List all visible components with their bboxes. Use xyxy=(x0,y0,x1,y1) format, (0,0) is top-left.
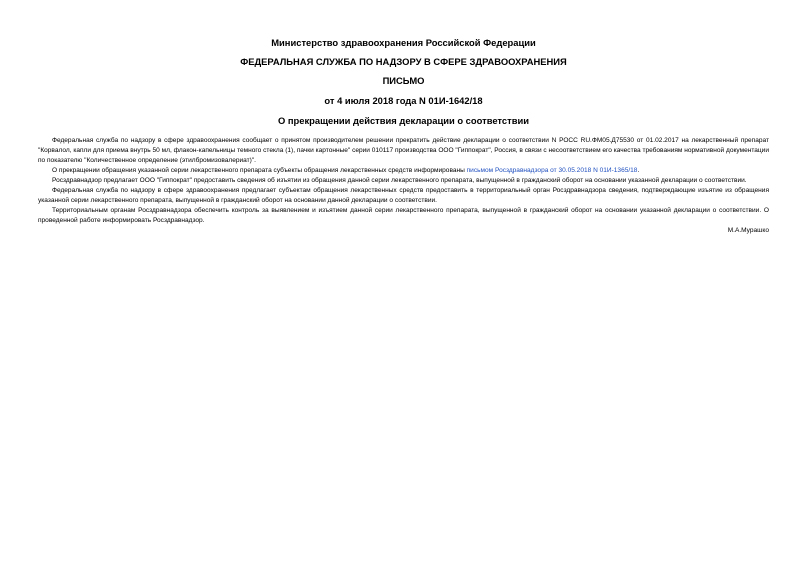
paragraph-3: Росздравнадзор предлагает ООО "Гиппократ" предоставить сведения об изъятии из обращения данной серии лекарственного препарата, выпущенной в гражданский оборот на основании указанной декларации о соответствии. xyxy=(52,177,747,184)
paragraph-1: Федеральная служба по надзору в сфере здравоохранения сообщает о принятом производителем решении прекратить действие декларации о соответствии N РОСС RU.ФМ05.Д75530 от 01.02.2017 на лекарственный препарат "Корвалол, капли для приема внутрь 50 мл, флакон-капельницы темного стекла (1), пачки картонные" серии 010117 производства ООО "Гиппократ", Россия, в связи с несоответствием его качества требованиям нормативной документации по показателю "Количественное определение (этилбромизовалериат)". xyxy=(38,137,769,164)
document-page xyxy=(38,32,769,236)
document-date-number: от 4 июля 2018 года N 01И-1642/18 xyxy=(324,95,483,106)
document-type: ПИСЬМО xyxy=(382,75,425,86)
paragraph-2-end: . xyxy=(637,167,640,174)
document-title: О прекращении действия декларации о соответствии xyxy=(277,115,529,126)
reference-letter-link[interactable]: письмом Росздравнадзора от 30.05.2018 N 01И-1365/18 xyxy=(466,167,638,174)
document-body xyxy=(38,136,769,236)
signature: М.А.Мурашко xyxy=(727,227,769,234)
paragraph-2 xyxy=(38,166,769,176)
paragraph-4: Федеральная служба по надзору в сфере здравоохранения предлагает субъектам обращения лекарственных средств предоставить в территориальный орган Росздравнадзора сведения, подтверждающие изъятие из обращения указанной серии лекарственного препарата, выпущенной в гражданский оборот на основании данной декларации о соответствии. xyxy=(38,187,769,204)
paragraph-2-text: О прекращении обращения указанной серии лекарственного препарата субъекты обращения лекарственных средств информированы xyxy=(52,167,467,174)
paragraph-5: Территориальным органам Росздравнадзора обеспечить контроль за выявлением и изъятием данной серии лекарственного препарата, выпущенной в гражданский оборот на основании указанной декларации о соответствии. О проведенной работе информировать Росздравнадзор. xyxy=(38,207,769,224)
service-heading: ФЕДЕРАЛЬНАЯ СЛУЖБА ПО НАДЗОРУ В СФЕРЕ ЗДРАВООХРАНЕНИЯ xyxy=(240,56,567,67)
ministry-heading: Министерство здравоохранения Российской Федерации xyxy=(271,37,536,48)
